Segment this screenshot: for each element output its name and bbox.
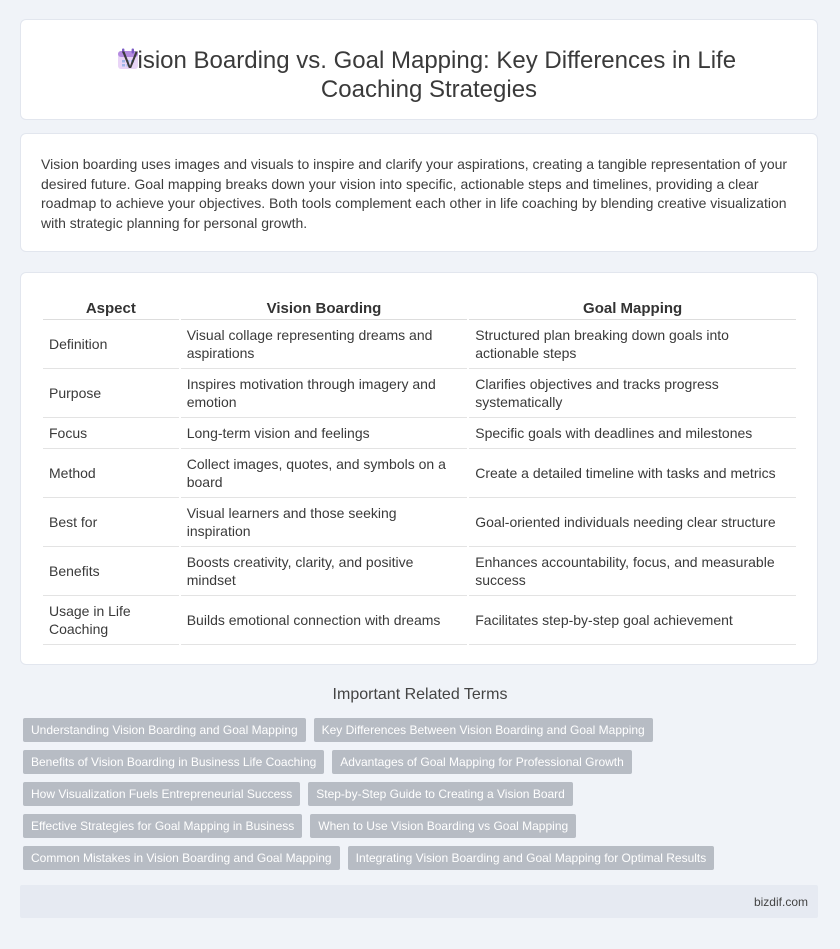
table-row bbox=[43, 418, 796, 449]
table-header-row bbox=[43, 297, 796, 320]
related-term-link[interactable]: Step-by-Step Guide to Creating a Vision Board bbox=[308, 782, 573, 806]
table-cell: Enhances accountability, focus, and measurable success bbox=[469, 547, 796, 596]
table-cell: Definition bbox=[43, 320, 179, 369]
footer bbox=[20, 885, 818, 918]
comparison-card bbox=[20, 272, 818, 665]
table-cell: Usage in Life Coaching bbox=[43, 596, 179, 645]
comparison-table bbox=[41, 297, 798, 645]
table-cell: Focus bbox=[43, 418, 179, 449]
related-term-link[interactable]: Benefits of Vision Boarding in Business Life Coaching bbox=[23, 750, 324, 774]
tag-row bbox=[23, 846, 823, 870]
related-term-link[interactable]: When to Use Vision Boarding vs Goal Mapping bbox=[310, 814, 576, 838]
table-row bbox=[43, 596, 796, 645]
table-row bbox=[43, 320, 796, 369]
intro-card bbox=[20, 133, 818, 252]
table-cell: Inspires motivation through imagery and emotion bbox=[181, 369, 468, 418]
table-cell: Clarifies objectives and tracks progress systematically bbox=[469, 369, 796, 418]
table-row bbox=[43, 449, 796, 498]
related-term-link[interactable]: Integrating Vision Boarding and Goal Mapping for Optimal Results bbox=[348, 846, 715, 870]
tag-row bbox=[23, 718, 823, 742]
intro-text: Vision boarding uses images and visuals to inspire and clarify your aspirations, creating a tangible representation of your desired future. Goal mapping breaks down your vision into specific, actionable steps and timelines, providing a clear roadmap to achieve your objectives. Both tools complement each other in life coaching by blending creative visualization with strategic planning for personal growth. bbox=[41, 156, 788, 231]
tag-row bbox=[23, 814, 823, 838]
related-terms-list bbox=[23, 718, 823, 878]
related-term-link[interactable]: Understanding Vision Boarding and Goal Mapping bbox=[23, 718, 306, 742]
table-cell: Visual learners and those seeking inspiration bbox=[181, 498, 468, 547]
related-term-link[interactable]: Common Mistakes in Vision Boarding and Goal Mapping bbox=[23, 846, 340, 870]
table-cell: Visual collage representing dreams and aspirations bbox=[181, 320, 468, 369]
title-card bbox=[20, 19, 818, 120]
column-header: Goal Mapping bbox=[469, 297, 796, 320]
page-title bbox=[21, 46, 817, 104]
page-title-text: Vision Boarding vs. Goal Mapping: Key Differences in Life Coaching Strategies bbox=[121, 47, 737, 103]
table-cell: Benefits bbox=[43, 547, 179, 596]
tag-row bbox=[23, 750, 823, 774]
related-term-link[interactable]: Key Differences Between Vision Boarding and Goal Mapping bbox=[314, 718, 653, 742]
table-row bbox=[43, 547, 796, 596]
table-cell: Purpose bbox=[43, 369, 179, 418]
column-header: Vision Boarding bbox=[181, 297, 468, 320]
column-header: Aspect bbox=[43, 297, 179, 320]
table-cell: Best for bbox=[43, 498, 179, 547]
table-cell: Structured plan breaking down goals into actionable steps bbox=[469, 320, 796, 369]
table-cell: Method bbox=[43, 449, 179, 498]
footer-brand-link[interactable]: bizdif.com bbox=[753, 895, 808, 909]
tag-row bbox=[23, 782, 823, 806]
table-cell: Create a detailed timeline with tasks and metrics bbox=[469, 449, 796, 498]
table-cell: Builds emotional connection with dreams bbox=[181, 596, 468, 645]
related-term-link[interactable]: Advantages of Goal Mapping for Professional Growth bbox=[332, 750, 632, 774]
table-cell: Collect images, quotes, and symbols on a board bbox=[181, 449, 468, 498]
table-row bbox=[43, 369, 796, 418]
related-term-link[interactable]: Effective Strategies for Goal Mapping in Business bbox=[23, 814, 302, 838]
table-cell: Goal-oriented individuals needing clear structure bbox=[469, 498, 796, 547]
table-cell: Long-term vision and feelings bbox=[181, 418, 468, 449]
related-terms-heading: Important Related Terms bbox=[332, 686, 508, 703]
related-term-link[interactable]: How Visualization Fuels Entrepreneurial Success bbox=[23, 782, 300, 806]
table-row bbox=[43, 498, 796, 547]
table-cell: Facilitates step-by-step goal achievement bbox=[469, 596, 796, 645]
table-cell: Boosts creativity, clarity, and positive mindset bbox=[181, 547, 468, 596]
table-cell: Specific goals with deadlines and milestones bbox=[469, 418, 796, 449]
